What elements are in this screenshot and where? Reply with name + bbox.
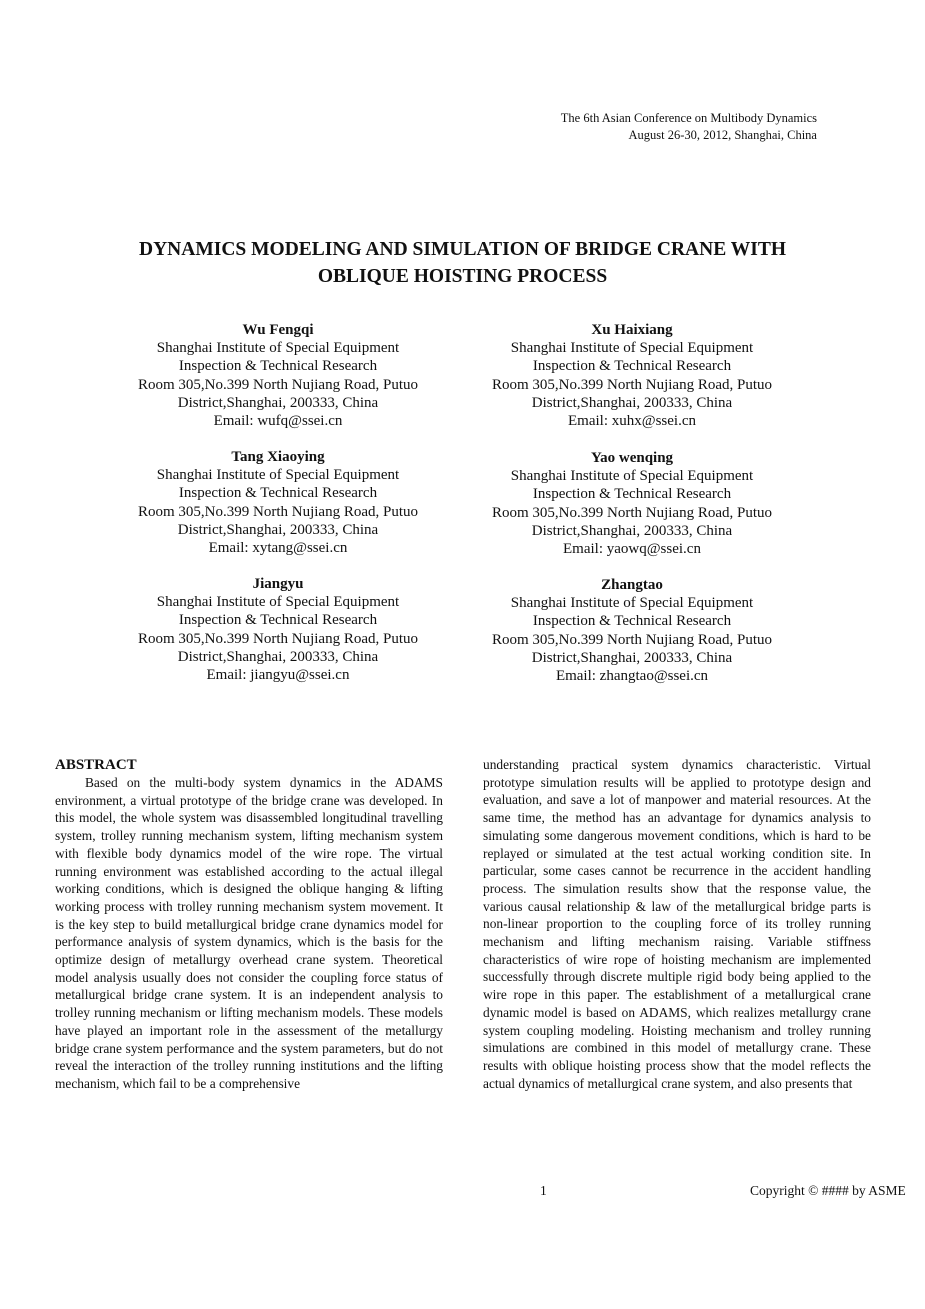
author-institution: Shanghai Institute of Special Equipment bbox=[510, 340, 754, 357]
author-department: Inspection & Technical Research bbox=[532, 613, 732, 630]
author-block bbox=[98, 575, 458, 684]
author-institution: Shanghai Institute of Special Equipment bbox=[156, 340, 400, 357]
author-institution: Shanghai Institute of Special Equipment bbox=[156, 594, 400, 611]
author-department: Inspection & Technical Research bbox=[178, 612, 378, 629]
title-line-1: DYNAMICS MODELING AND SIMULATION OF BRIDGE CRANE WITH bbox=[139, 239, 786, 260]
author-department: Inspection & Technical Research bbox=[532, 358, 732, 375]
author-email: Email: zhangtao@ssei.cn bbox=[555, 668, 709, 685]
author-name: Yao wenqing bbox=[590, 450, 674, 466]
author-city: District,Shanghai, 200333, China bbox=[531, 394, 733, 411]
author-city: District,Shanghai, 200333, China bbox=[177, 394, 379, 411]
abstract-heading: ABSTRACT bbox=[55, 757, 137, 773]
paper-title bbox=[0, 236, 925, 290]
author-email: Email: xuhx@ssei.cn bbox=[568, 413, 696, 430]
abstract-paragraph-continued: understanding practical system dynamics characteristic. Virtual prototype simulation results will be applied to prototype design and evaluation, and save a lot of manpower and material resources. At the same time, the method has an advantage for dynamics analysis to simulating some dangerous movement conditions, which is hard to be replayed or simulated at the test actual working condition site. In particular, some cases cannot be recurrence in the accident handling process. The simulation results show that the response value, the various causal relationship & law of the metallurgical bridge parts is non-linear proportion to the coupling force of its trolley running mechanism and lifting mechanism raising. Variable stiffness characteristics of wire rope of hoisting mechanism are implemented successfully through discrete multiple rigid body being applied to the wire rope in this paper. The establishment of a metallurgical crane dynamic model is based on ADAMS, which realizes metallurgy crane system coupling modeling. Hoisting mechanism and trolley running simulations are combined in this model of metallurgy crane. These results with oblique hoisting process show that the model reflects the actual dynamics of metallurgical crane system, and also presents that bbox=[483, 757, 871, 1091]
author-address: Room 305,No.399 North Nujiang Road, Putuo bbox=[138, 630, 418, 647]
author-institution: Shanghai Institute of Special Equipment bbox=[156, 467, 400, 484]
author-name: Jiangyu bbox=[252, 576, 304, 592]
author-institution: Shanghai Institute of Special Equipment bbox=[510, 468, 754, 485]
author-department: Inspection & Technical Research bbox=[532, 486, 732, 503]
author-email: Email: xytang@ssei.cn bbox=[208, 540, 348, 557]
conference-name: The 6th Asian Conference on Multibody Dynamics bbox=[560, 111, 817, 125]
author-city: District,Shanghai, 200333, China bbox=[177, 521, 379, 538]
abstract-right-column bbox=[483, 756, 871, 1092]
abstract-paragraph: Based on the multi-body system dynamics in the ADAMS environment, a virtual prototype of the bridge crane was developed. In this model, the whole system was disassembled longitudinal travelling system, trolley running mechanism system, lifting mechanism system with flexible body dynamics model of the wire rope. The virtual running environment was established according to the actual illegal working conditions, which is designed the oblique hanging & lifting working process with trolley running mechanism system movement. It is the key step to build metallurgical bridge crane dynamics model for performance analysis of system dynamics, which is the basis for the optimize design of metallurgy overhead crane system. Theoretical model analysis usually does not consider the coupling force status of metallurgical bridge crane system. It is an independent analysis to trolley running mechanism or lifting mechanism models. These models have played an important role in the assessment of the metallurgy bridge crane system performance and the system parameters, but do not reveal the interaction of the trolley running institutions and the lifting mechanism, which fail to be a comprehensive bbox=[55, 775, 443, 1091]
author-address: Room 305,No.399 North Nujiang Road, Putuo bbox=[138, 376, 418, 393]
author-address: Room 305,No.399 North Nujiang Road, Putuo bbox=[492, 504, 772, 521]
author-address: Room 305,No.399 North Nujiang Road, Putuo bbox=[138, 503, 418, 520]
author-address: Room 305,No.399 North Nujiang Road, Putuo bbox=[492, 631, 772, 648]
author-department: Inspection & Technical Research bbox=[178, 485, 378, 502]
author-address: Room 305,No.399 North Nujiang Road, Putuo bbox=[492, 376, 772, 393]
page-number: 1 bbox=[540, 1183, 547, 1198]
author-block bbox=[452, 576, 812, 685]
author-city: District,Shanghai, 200333, China bbox=[531, 522, 733, 539]
author-city: District,Shanghai, 200333, China bbox=[531, 649, 733, 666]
conference-date: August 26-30, 2012, Shanghai, China bbox=[628, 128, 817, 142]
author-institution: Shanghai Institute of Special Equipment bbox=[510, 595, 754, 612]
copyright-notice: Copyright © #### by ASME bbox=[750, 1183, 906, 1198]
author-name: Xu Haixiang bbox=[591, 322, 673, 338]
author-city: District,Shanghai, 200333, China bbox=[177, 648, 379, 665]
conference-header bbox=[561, 110, 817, 144]
author-department: Inspection & Technical Research bbox=[178, 358, 378, 375]
title-line-2: OBLIQUE HOISTING PROCESS bbox=[317, 266, 608, 287]
author-email: Email: wufq@ssei.cn bbox=[213, 413, 343, 430]
author-name: Wu Fengqi bbox=[242, 322, 314, 338]
author-name: Tang Xiaoying bbox=[231, 449, 325, 465]
author-block bbox=[452, 321, 812, 430]
author-block bbox=[452, 449, 812, 558]
author-email: Email: yaowq@ssei.cn bbox=[563, 541, 701, 558]
author-email: Email: jiangyu@ssei.cn bbox=[206, 667, 350, 684]
author-name: Zhangtao bbox=[601, 577, 663, 593]
abstract-left-column bbox=[55, 756, 443, 1093]
author-block bbox=[98, 321, 458, 430]
author-block bbox=[98, 448, 458, 557]
